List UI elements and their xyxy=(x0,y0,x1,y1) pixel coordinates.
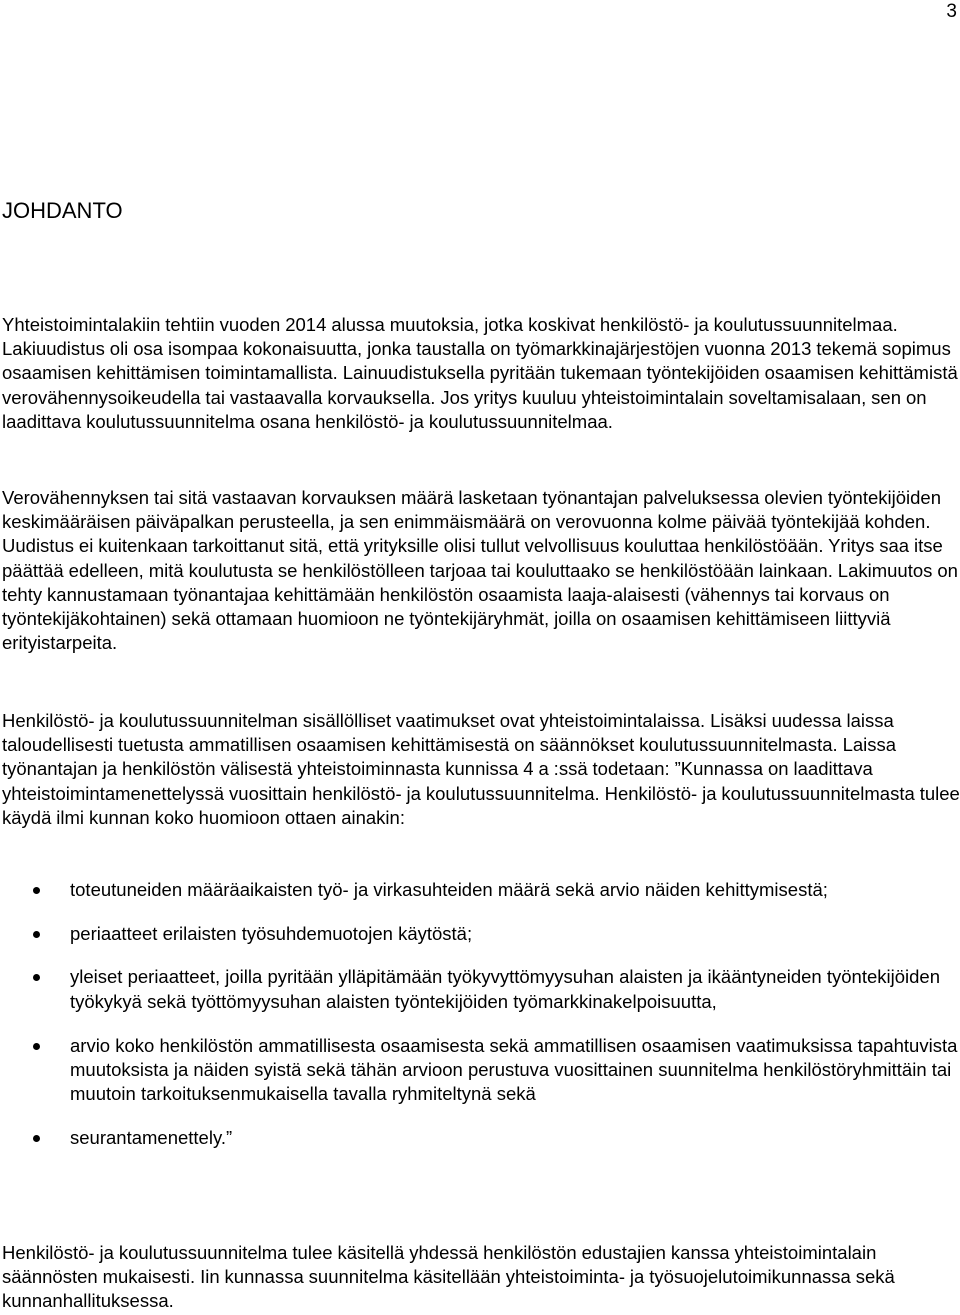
bullet-icon xyxy=(33,1043,40,1050)
list-item xyxy=(0,965,960,1013)
list-item xyxy=(0,1126,960,1150)
page-number: 3 xyxy=(946,1,957,22)
paragraph-processing: Henkilöstö- ja koulutussuunnitelma tulee käsitellä yhdessä henkilöstön edustajien kanssa yhteistoimintalain säännösten mukaisesti. Iin kunnassa suunnitelma käsitellään yhteistoiminta- ja työsuojelutoimikunnassa sekä kunnanhallituksessa. xyxy=(2,1242,895,1312)
paragraph-tax-deduction: Verovähennyksen tai sitä vastaavan korvauksen määrä lasketaan työnantajan palveluksessa olevien työntekijöiden keskimääräisen päiväpalkan perusteella, ja sen enimmäismäärä on verovuonna kolme päivää työntekijää kohden. Uudistus ei kuitenkaan tarkoittanut sitä, että yrityksille olisi tullut velvollisuus kouluttaa henkilöstöään. Yritys saa itse päättää edelleen, mitä koulutusta se henkilöstölleen tarjoaa tai kouluttaako se henkilöstöään lainkaan. Lakimuutos on tehty kannustamaan työnantajaa kehittämään henkilöstön osaamista laaja-alaisesti (vähennys tai korvaus on työntekijäkohtainen) sekä ottamaan huomioon ne työntekijäryhmät, joilla on osaamisen kehittämiseen liittyviä erityistarpeita. xyxy=(2,487,958,654)
bullet-icon xyxy=(33,931,40,938)
list-item-text: seurantamenettely.” xyxy=(70,1127,233,1149)
list-item xyxy=(0,878,960,902)
list-item-text: arvio koko henkilöstön ammatillisesta osaamisesta sekä ammatillisen osaamisen vaatimuksissa tapahtuvista muutoksista ja näiden syistä sekä tähän arvioon perustuva vuosittainen suunnitelma henkilöstöryhmittäin tai muutoin tarkoituksenmukaisella tavalla ryhmiteltynä sekä xyxy=(70,1034,958,1105)
list-item-text: toteutuneiden määräaikaisten työ- ja virkasuhteiden määrä sekä arvio näiden kehittymisestä; xyxy=(70,879,828,900)
bullet-icon xyxy=(33,1135,40,1142)
paragraph-intro: Yhteistoimintalakiin tehtiin vuoden 2014 alussa muutoksia, jotka koskivat henkilöstö- ja koulutussuunnitelmaa. Lakiuudistus oli osa isompaa kokonaisuutta, jonka taustalla on työmarkkinajärjestöjen vuonna 2013 tekemä sopimus osaamisen kehittämisen toimintamallista. Lainuudistuksella pyritään tukemaan työntekijöiden osaamisen kehittämistä verovähennysoikeudella tai vastaavalla korvauksella. Jos yritys kuuluu yhteistoimintalain soveltamisalaan, sen on laadittava koulutussuunnitelma osana henkilöstö- ja koulutussuunnitelmaa. xyxy=(2,314,958,432)
section-heading: JOHDANTO xyxy=(2,198,123,223)
list-item xyxy=(0,922,960,946)
bullet-icon xyxy=(33,887,40,894)
list-item-text: yleiset periaatteet, joilla pyritään ylläpitämään työkyvyttömyysuhan alaisten ja ikääntyneiden työntekijöiden työkykyä sekä työttömyysuhan alaisten työntekijöiden työmarkkinakelpoisuutta, xyxy=(70,966,940,1012)
list-item-text: periaatteet erilaisten työsuhdemuotojen käytöstä; xyxy=(70,923,473,945)
list-item xyxy=(0,1034,960,1107)
bullet-icon xyxy=(33,974,40,981)
requirements-list xyxy=(0,878,960,1151)
paragraph-requirements: Henkilöstö- ja koulutussuunnitelman sisällölliset vaatimukset ovat yhteistoimintalaissa. Lisäksi uudessa laissa taloudellisesti tuetusta ammatillisen osaamisen kehittämisestä on säännökset koulutussuunnitelmasta. Laissa työnantajan ja henkilöstön välisestä yhteistoiminnasta kunnissa 4 a :ssä todetaan: ”Kunnassa on laadittava yhteistoimintamenettelyssä vuosittain henkilöstö- ja koulutussuunnitelma. Henkilöstö- ja koulutussuunnitelmasta tulee käydä ilmi kunnan koko huomioon ottaen ainakin: xyxy=(2,710,960,828)
